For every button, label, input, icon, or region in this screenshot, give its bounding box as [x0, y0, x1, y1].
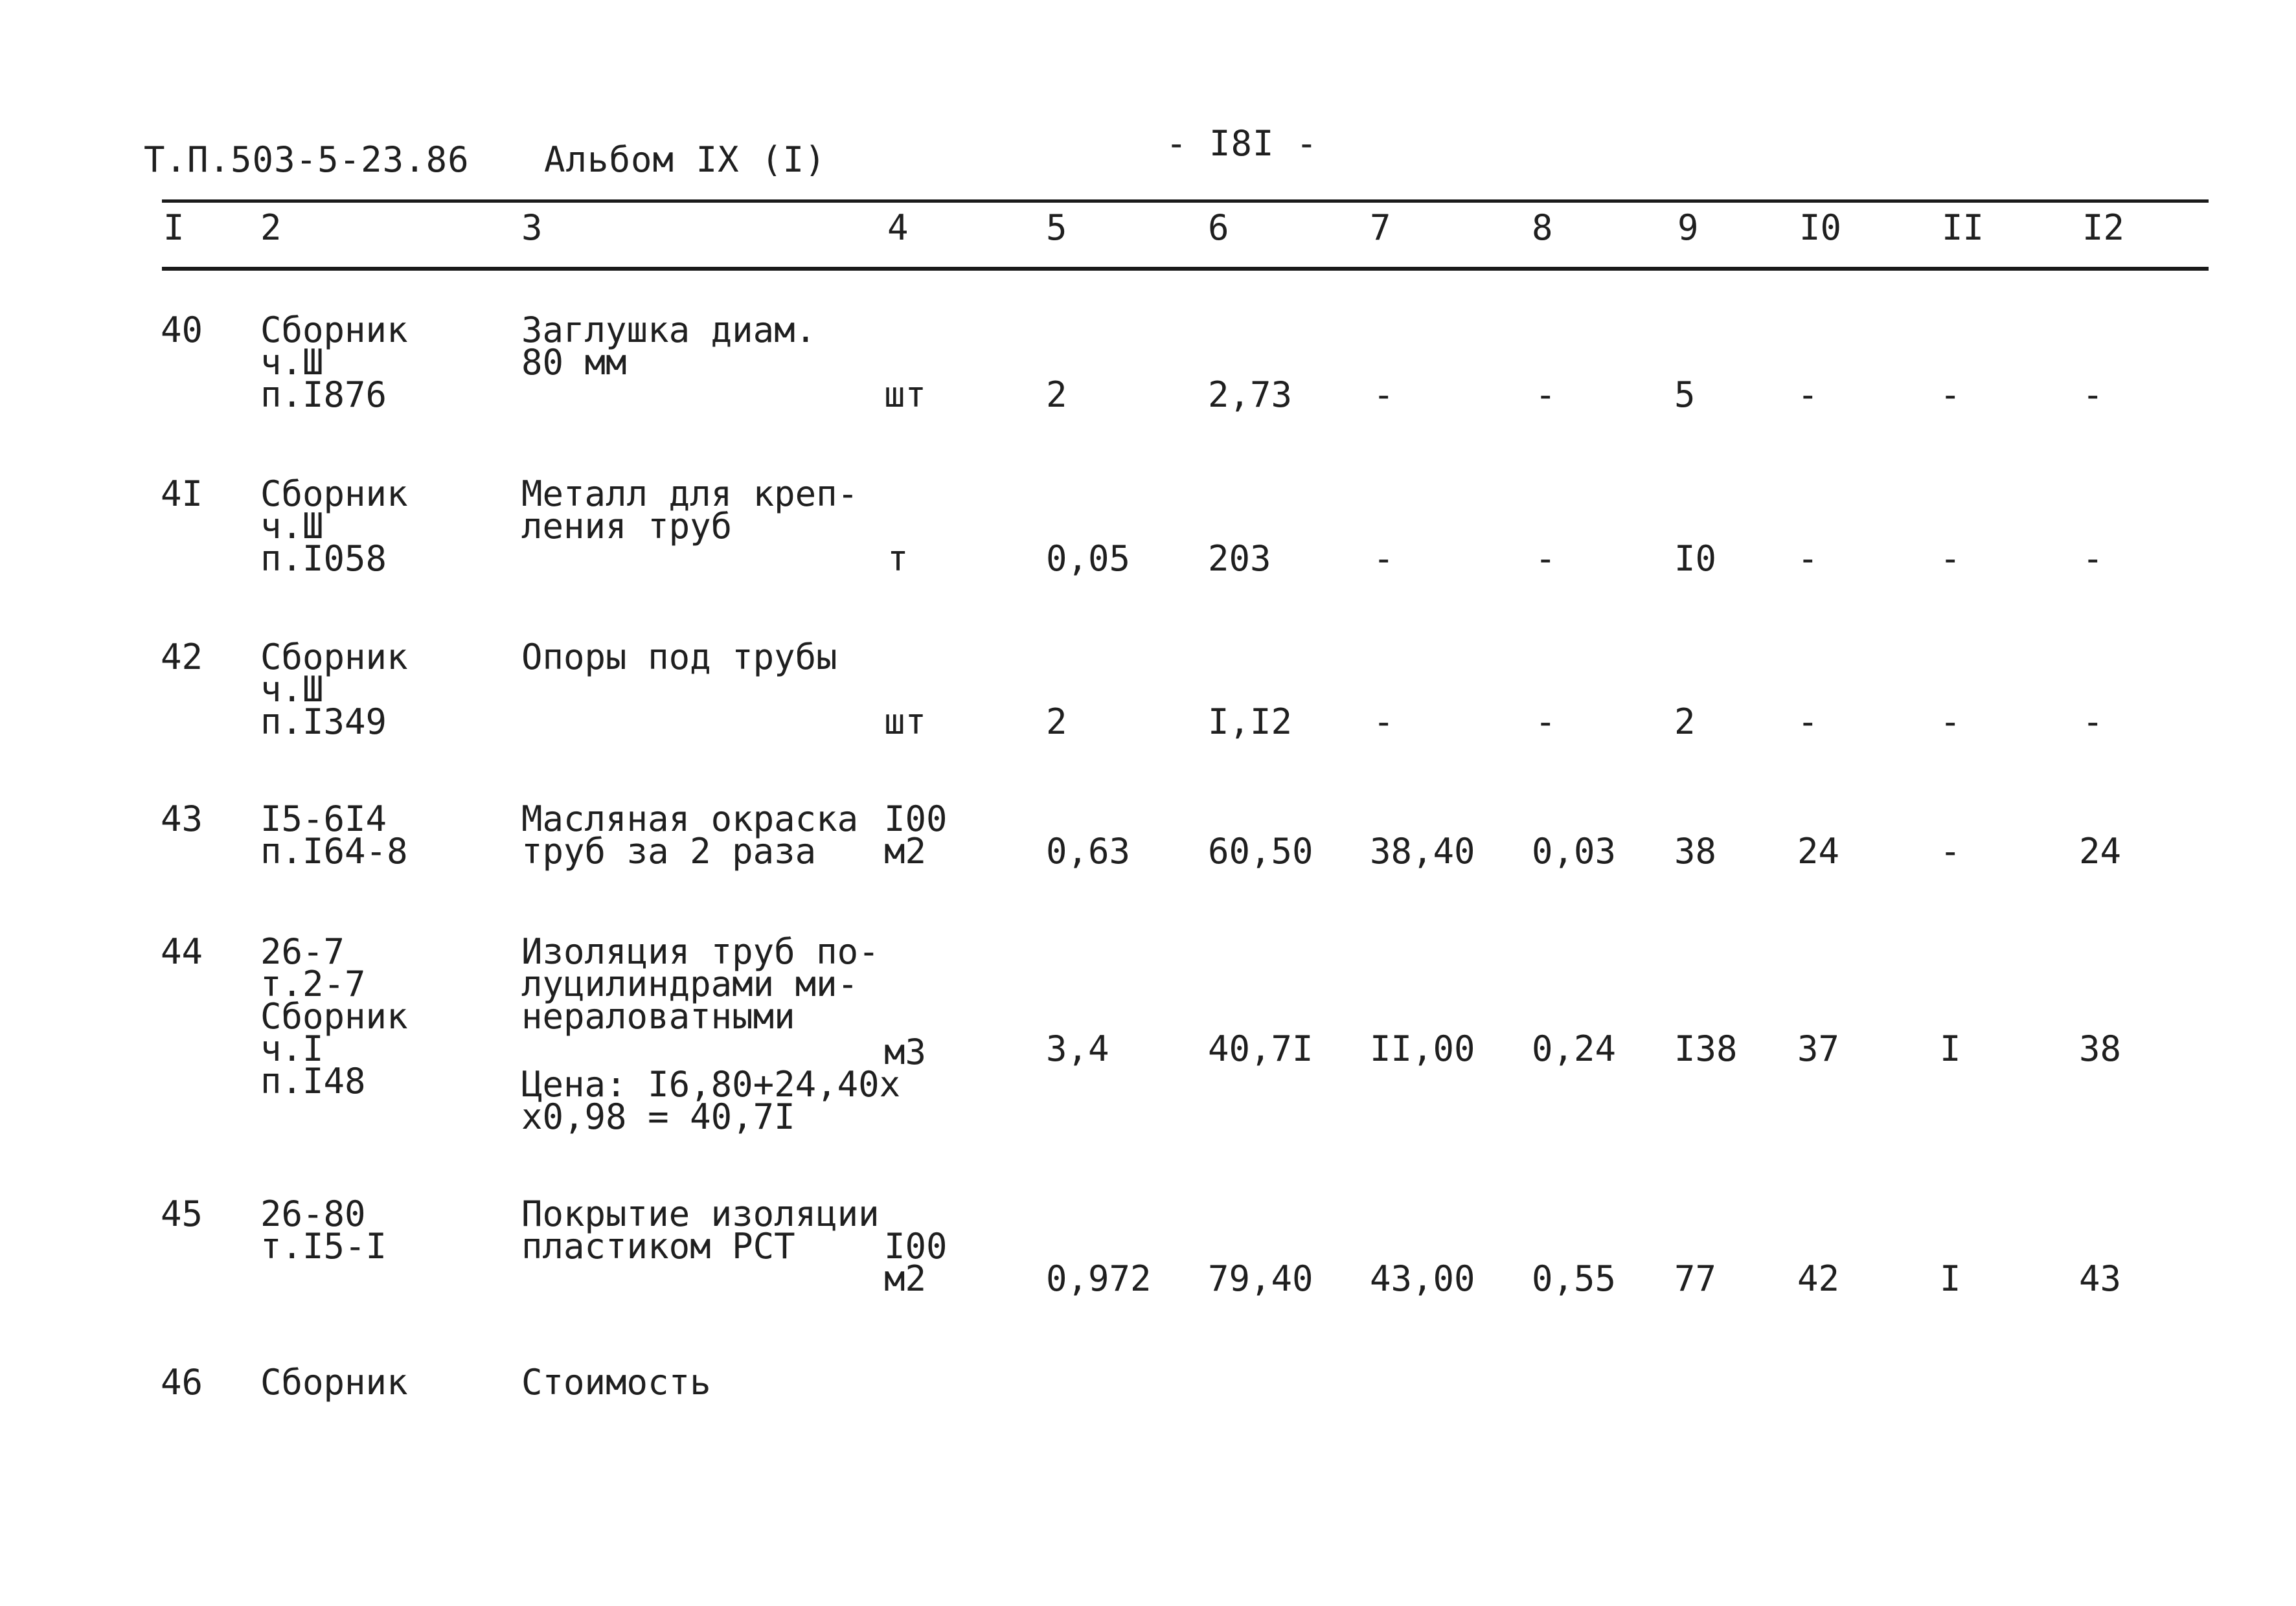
column-header-1: I: [163, 207, 185, 248]
column-header-9: 9: [1677, 207, 1699, 248]
row-col8: -: [1535, 701, 1556, 742]
row-unit: т: [887, 538, 909, 579]
row-number: 46: [161, 1362, 203, 1403]
row-col10: -: [1797, 538, 1819, 579]
row-unit: шт: [884, 701, 927, 742]
row-quantity: 2: [1046, 701, 1067, 742]
row-col12: -: [2082, 374, 2104, 415]
row-col11: -: [1940, 701, 1961, 742]
row-col10: 42: [1797, 1258, 1840, 1299]
row-number: 45: [161, 1193, 203, 1234]
row-source: Сборник: [260, 1362, 408, 1403]
row-col11: -: [1940, 374, 1961, 415]
row-col8: 0,55: [1532, 1258, 1617, 1299]
row-name: Масляная окраска труб за 2 раза: [521, 798, 859, 872]
row-col9: 5: [1674, 374, 1696, 415]
row-col7: -: [1373, 701, 1394, 742]
row-price-note: Цена: I6,80+24,40х х0,98 = 40,7I: [521, 1064, 901, 1137]
row-col9: 38: [1674, 831, 1717, 872]
row-col8: 0,24: [1532, 1028, 1617, 1069]
row-col12: -: [2082, 701, 2104, 742]
row-name: Опоры под трубы: [521, 637, 837, 677]
row-col9: 77: [1674, 1258, 1717, 1299]
row-col12: 38: [2079, 1028, 2122, 1069]
row-col7: -: [1373, 538, 1394, 579]
column-header-2: 2: [260, 207, 282, 248]
row-name: Изоляция труб по- луцилиндрами ми- нераловатными: [521, 931, 880, 1037]
row-source: Сборник ч.Ш п.I058: [260, 473, 408, 579]
album-title: Альбом IX (I): [544, 139, 826, 180]
row-unit: шт: [884, 374, 927, 415]
row-price: 60,50: [1208, 831, 1313, 872]
row-col10: -: [1797, 374, 1819, 415]
row-source: I5-6I4 п.I64-8: [260, 798, 408, 872]
table-header-rule: [162, 267, 2209, 271]
row-col10: 24: [1797, 831, 1840, 872]
column-header-11: II: [1942, 207, 1984, 248]
row-name: Покрытие изоляции пластиком РСТ: [521, 1193, 880, 1267]
column-header-5: 5: [1046, 207, 1067, 248]
table-row: [0, 637, 2296, 742]
table-row: [0, 1193, 2296, 1299]
column-header-8: 8: [1532, 207, 1553, 248]
row-price: 40,7I: [1208, 1028, 1313, 1069]
row-col12: 24: [2079, 831, 2122, 872]
row-quantity: 0,63: [1046, 831, 1131, 872]
table-row: [0, 931, 2296, 1137]
row-number: 43: [161, 798, 203, 839]
row-number: 40: [161, 310, 203, 350]
row-unit: I00 м2: [884, 1226, 948, 1299]
row-col8: -: [1535, 374, 1556, 415]
row-col7: 38,40: [1370, 831, 1475, 872]
column-header-6: 6: [1208, 207, 1229, 248]
row-col9: I38: [1674, 1028, 1738, 1069]
column-header-12: I2: [2082, 207, 2125, 248]
table-row: [0, 1362, 2296, 1403]
row-source: Сборник ч.Ш п.I349: [260, 637, 408, 742]
page-number: - I8I -: [1166, 123, 1318, 164]
row-col7: 43,00: [1370, 1258, 1475, 1299]
row-price: 2,73: [1208, 374, 1293, 415]
row-name: Стоимость: [521, 1362, 711, 1403]
row-number: 44: [161, 931, 203, 972]
document-code: Т.П.503-5-23.86: [144, 139, 470, 180]
row-name: Металл для креп- ления труб: [521, 473, 859, 547]
row-col11: I: [1940, 1258, 1961, 1299]
row-name: Заглушка диам. 80 мм: [521, 310, 817, 383]
row-quantity: 2: [1046, 374, 1067, 415]
row-quantity: 3,4: [1046, 1028, 1109, 1069]
row-quantity: 0,05: [1046, 538, 1131, 579]
row-unit: м3: [884, 1032, 927, 1072]
row-col11: I: [1940, 1028, 1961, 1069]
row-price: 79,40: [1208, 1258, 1313, 1299]
column-header-7: 7: [1370, 207, 1391, 248]
row-col7: II,00: [1370, 1028, 1475, 1069]
row-col7: -: [1373, 374, 1394, 415]
row-source: Сборник ч.Ш п.I876: [260, 310, 408, 415]
table-row: [0, 798, 2296, 872]
row-price: 203: [1208, 538, 1271, 579]
row-col10: 37: [1797, 1028, 1840, 1069]
row-source: 26-7 т.2-7 Сборник ч.I п.I48: [260, 931, 408, 1102]
row-col8: -: [1535, 538, 1556, 579]
row-col10: -: [1797, 701, 1819, 742]
row-unit: I00 м2: [884, 798, 948, 872]
column-header-4: 4: [887, 207, 909, 248]
row-quantity: 0,972: [1046, 1258, 1152, 1299]
row-source: 26-80 т.I5-I: [260, 1193, 387, 1267]
row-col9: 2: [1674, 701, 1696, 742]
row-number: 42: [161, 637, 203, 677]
table-row: [0, 473, 2296, 579]
table-row: [0, 310, 2296, 415]
row-col11: -: [1940, 538, 1961, 579]
column-header-10: I0: [1799, 207, 1842, 248]
column-header-3: 3: [521, 207, 543, 248]
row-col9: I0: [1674, 538, 1717, 579]
row-col8: 0,03: [1532, 831, 1617, 872]
row-price: I,I2: [1208, 701, 1293, 742]
row-col12: -: [2082, 538, 2104, 579]
row-col12: 43: [2079, 1258, 2122, 1299]
table-top-rule: [162, 199, 2209, 203]
row-number: 4I: [161, 473, 203, 514]
row-col11: -: [1940, 831, 1961, 872]
